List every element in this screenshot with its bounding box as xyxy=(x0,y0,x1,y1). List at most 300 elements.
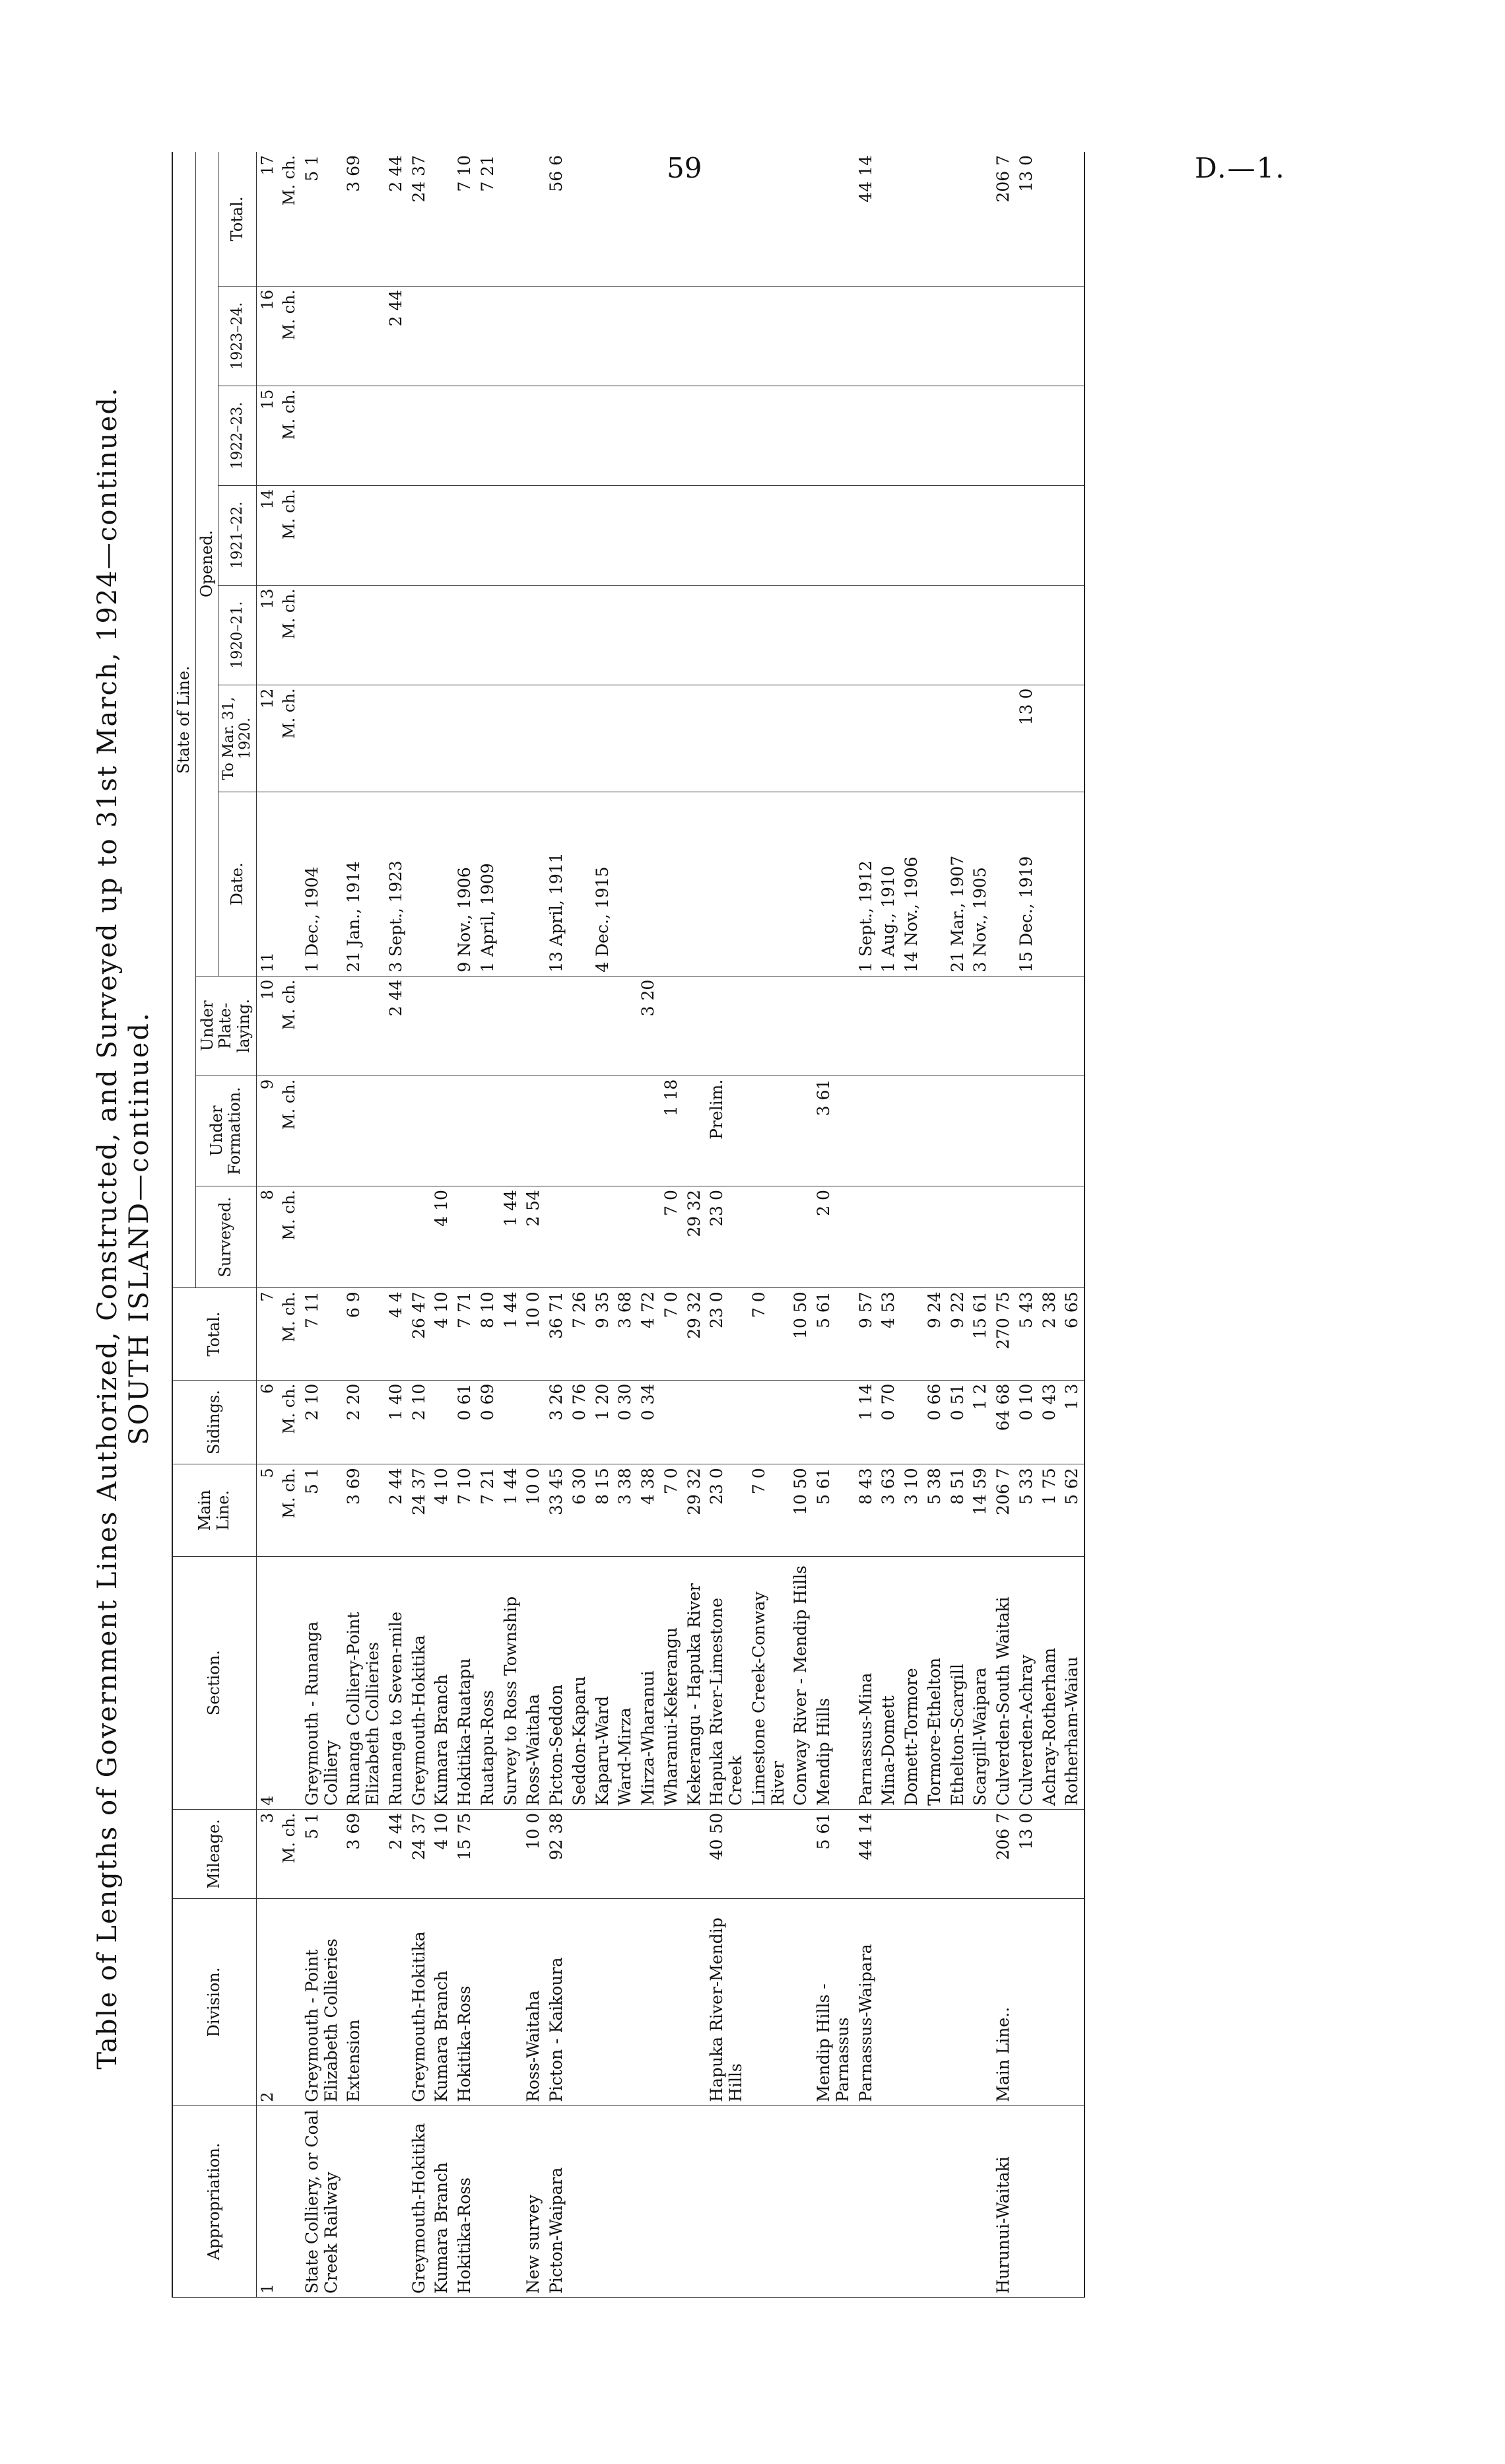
table-cell xyxy=(568,792,591,976)
table-row xyxy=(614,152,637,2298)
table-cell xyxy=(900,286,923,386)
table-cell xyxy=(1015,1076,1038,1186)
table-cell xyxy=(1038,386,1061,485)
table-cell xyxy=(477,1899,500,2105)
table-cell: Limestone Creek-Conway River xyxy=(748,1556,790,1809)
table-row xyxy=(877,152,900,2298)
table-cell xyxy=(789,1809,813,1898)
table-cell: 1 3 xyxy=(1061,1380,1085,1464)
table-cell xyxy=(1061,2105,1085,2297)
table-cell xyxy=(947,152,970,286)
table-cell xyxy=(923,485,947,585)
table-cell xyxy=(748,792,790,976)
table-cell xyxy=(591,685,615,792)
table-cell xyxy=(522,386,545,485)
table-cell xyxy=(813,286,855,386)
table-cell xyxy=(1061,286,1085,386)
table-cell: Wharanui-Kekerangu xyxy=(660,1556,683,1809)
table-cell xyxy=(813,152,855,286)
table-cell xyxy=(430,792,453,976)
document-reference: D.—1. xyxy=(1195,152,1286,184)
table-cell xyxy=(408,485,431,585)
table-cell xyxy=(591,152,615,286)
table-cell xyxy=(1061,1809,1085,1898)
table-cell: 2 44 xyxy=(385,152,408,286)
table-cell xyxy=(706,2105,748,2297)
table-cell xyxy=(500,386,523,485)
table-cell: 0 61 xyxy=(453,1380,477,1464)
table-cell xyxy=(453,485,477,585)
table-cell xyxy=(813,1380,855,1464)
table-cell xyxy=(813,685,855,792)
table-cell: Hapuka River-Limestone Creek xyxy=(706,1556,748,1809)
table-cell: 3 69 xyxy=(343,152,385,286)
table-cell xyxy=(301,1186,343,1288)
table-cell xyxy=(1061,1186,1085,1288)
table-cell xyxy=(923,2105,947,2297)
table-row xyxy=(545,152,568,2298)
table-cell xyxy=(660,485,683,585)
table-cell: Parnassus-Waipara xyxy=(855,1899,878,2105)
table-cell xyxy=(706,386,748,485)
table-cell xyxy=(748,1186,790,1288)
table-cell: Mina-Domett xyxy=(877,1556,900,1809)
table-cell xyxy=(855,485,878,585)
table-cell: New survey xyxy=(522,2105,545,2297)
table-cell xyxy=(923,585,947,685)
table-cell: Kumara Branch xyxy=(430,2105,453,2297)
table-cell: Rotherham-Waiau xyxy=(1061,1556,1085,1809)
table-cell xyxy=(408,386,431,485)
table-cell xyxy=(343,976,385,1076)
table-cell: 7 0 xyxy=(748,1464,790,1556)
table-cell xyxy=(855,585,878,685)
table-cell: 9 24 xyxy=(923,1288,947,1380)
table-cell: Picton-Waipara xyxy=(545,2105,568,2297)
table-cell: 7 21 xyxy=(477,1464,500,1556)
table-cell xyxy=(683,1899,706,2105)
table-cell: 56 6 xyxy=(545,152,568,286)
table-cell xyxy=(385,2105,408,2297)
table-cell xyxy=(1038,485,1061,585)
table-cell xyxy=(660,152,683,286)
table-cell: 4 10 xyxy=(430,1809,453,1898)
table-cell: Prelim. xyxy=(706,1076,748,1186)
table-cell xyxy=(453,685,477,792)
table-cell xyxy=(683,1076,706,1186)
table-cell xyxy=(453,386,477,485)
table-cell: 3 Nov., 1905 xyxy=(969,792,992,976)
table-cell xyxy=(748,685,790,792)
table-cell xyxy=(1015,2105,1038,2297)
table-cell: Parnassus-Mina xyxy=(855,1556,878,1809)
table-cell xyxy=(706,152,748,286)
column-number: 3 xyxy=(256,1809,279,1898)
table-cell: 3 68 xyxy=(614,1288,637,1380)
table-cell: Mirza-Wharanui xyxy=(637,1556,660,1809)
table-cell xyxy=(385,1076,408,1186)
header-under-formation: Under Formation. xyxy=(195,1076,256,1186)
table-row xyxy=(343,152,385,2298)
table-cell xyxy=(900,2105,923,2297)
table-cell xyxy=(706,585,748,685)
table-cell xyxy=(343,585,385,685)
table-cell: 7 10 xyxy=(453,1464,477,1556)
header-state-of-line: State of Line. xyxy=(172,152,195,1288)
table-cell: 10 0 xyxy=(522,1464,545,1556)
table-cell xyxy=(813,2105,855,2297)
table-cell: 6 65 xyxy=(1061,1288,1085,1380)
table-cell: 1 40 xyxy=(385,1380,408,1464)
table-cell: 0 30 xyxy=(614,1380,637,1464)
table-cell xyxy=(789,2105,813,2297)
header-total: Total. xyxy=(172,1288,256,1380)
table-cell xyxy=(453,585,477,685)
table-cell: 0 51 xyxy=(947,1380,970,1464)
table-cell xyxy=(430,585,453,685)
table-cell: 2 44 xyxy=(385,1464,408,1556)
table-cell xyxy=(614,386,637,485)
table-row xyxy=(748,152,790,2298)
table-cell xyxy=(877,152,900,286)
table-cell: Greymouth-Hokitika xyxy=(408,1899,431,2105)
table-cell: 15 Dec., 1919 xyxy=(1015,792,1038,976)
table-cell xyxy=(947,485,970,585)
table-cell: State Colliery, or Coal Creek Railway xyxy=(301,2105,343,2297)
rotated-table-page xyxy=(92,152,1413,2304)
table-cell: 3 63 xyxy=(877,1464,900,1556)
table-cell xyxy=(660,1899,683,2105)
table-row xyxy=(813,152,855,2298)
table-cell xyxy=(660,286,683,386)
table-row xyxy=(453,152,477,2298)
table-cell xyxy=(453,1076,477,1186)
table-cell xyxy=(683,685,706,792)
table-cell xyxy=(947,1076,970,1186)
table-cell xyxy=(568,585,591,685)
table-cell xyxy=(992,1186,1015,1288)
table-cell xyxy=(706,976,748,1076)
table-cell xyxy=(877,1899,900,2105)
table-cell: 2 38 xyxy=(1038,1288,1061,1380)
column-number: 11 xyxy=(256,792,279,976)
table-cell xyxy=(591,1076,615,1186)
table-cell xyxy=(923,1076,947,1186)
table-cell xyxy=(923,1809,947,1898)
table-cell xyxy=(923,1186,947,1288)
table-cell: 4 38 xyxy=(637,1464,660,1556)
column-number: 13 xyxy=(256,585,279,685)
table-cell: 24 37 xyxy=(408,1464,431,1556)
unit-label: M. ch. xyxy=(279,386,301,485)
header-section: Section. xyxy=(172,1556,256,1809)
table-cell: 40 50 xyxy=(706,1809,748,1898)
table-cell: 10 0 xyxy=(522,1288,545,1380)
table-cell xyxy=(568,152,591,286)
table-cell: 7 71 xyxy=(453,1288,477,1380)
table-cell: 5 38 xyxy=(923,1464,947,1556)
table-cell: Conway River - Mendip Hills xyxy=(789,1556,813,1809)
table-cell xyxy=(992,286,1015,386)
table-cell xyxy=(522,1380,545,1464)
unit-label: M. ch. xyxy=(279,1186,301,1288)
table-cell xyxy=(789,976,813,1076)
table-cell: 0 43 xyxy=(1038,1380,1061,1464)
table-cell xyxy=(1015,1899,1038,2105)
table-cell xyxy=(614,2105,637,2297)
table-cell xyxy=(923,286,947,386)
table-cell: Main Line.. xyxy=(992,1899,1015,2105)
table-cell: 1 14 xyxy=(855,1380,878,1464)
table-cell: 33 45 xyxy=(545,1464,568,1556)
table-cell xyxy=(789,1380,813,1464)
table-cell: 29 32 xyxy=(683,1464,706,1556)
table-cell xyxy=(813,386,855,485)
table-cell: 8 10 xyxy=(477,1288,500,1380)
table-cell xyxy=(1061,585,1085,685)
table-cell: 2 44 xyxy=(385,1809,408,1898)
table-cell: 6 30 xyxy=(568,1464,591,1556)
table-cell: 1 44 xyxy=(500,1186,523,1288)
table-cell xyxy=(992,386,1015,485)
table-cell xyxy=(637,1899,660,2105)
table-cell xyxy=(500,685,523,792)
table-cell xyxy=(748,976,790,1076)
table-row xyxy=(789,152,813,2298)
table-cell: Extension xyxy=(343,1899,385,2105)
table-cell xyxy=(969,2105,992,2297)
table-cell: 23 0 xyxy=(706,1464,748,1556)
table-cell xyxy=(343,1186,385,1288)
table-cell xyxy=(545,1186,568,1288)
table-cell xyxy=(683,386,706,485)
table-cell xyxy=(568,685,591,792)
table-cell: 1 44 xyxy=(500,1464,523,1556)
table-cell xyxy=(706,685,748,792)
table-cell: 92 38 xyxy=(545,1809,568,1898)
table-cell xyxy=(500,1076,523,1186)
table-cell xyxy=(992,485,1015,585)
table-cell xyxy=(408,286,431,386)
table-cell: 23 0 xyxy=(706,1186,748,1288)
table-cell xyxy=(614,1899,637,2105)
table-cell: Mendip Hills - Parnassus xyxy=(813,1899,855,2105)
table-cell: 4 4 xyxy=(385,1288,408,1380)
unit-label: M. ch. xyxy=(279,1809,301,1898)
table-cell xyxy=(900,1809,923,1898)
table-cell xyxy=(614,485,637,585)
table-cell: 29 32 xyxy=(683,1186,706,1288)
table-cell xyxy=(900,1288,923,1380)
table-cell xyxy=(947,976,970,1076)
table-cell: 13 0 xyxy=(1015,152,1038,286)
table-cell xyxy=(683,286,706,386)
table-cell: Hurunui-Waitaki xyxy=(992,2105,1015,2297)
header-sidings: Sidings. xyxy=(172,1380,256,1464)
table-cell xyxy=(683,585,706,685)
table-cell: Runanga to Seven-mile xyxy=(385,1556,408,1809)
table-cell xyxy=(923,152,947,286)
table-cell xyxy=(969,1186,992,1288)
table-cell xyxy=(900,1076,923,1186)
table-cell xyxy=(947,2105,970,2297)
column-number: 4 xyxy=(256,1556,279,1809)
table-cell xyxy=(813,976,855,1076)
table-cell xyxy=(614,585,637,685)
table-cell xyxy=(683,2105,706,2297)
table-cell: 4 53 xyxy=(877,1288,900,1380)
table-cell xyxy=(545,386,568,485)
table-cell xyxy=(500,1809,523,1898)
table-cell: 1 2 xyxy=(969,1380,992,1464)
table-cell xyxy=(992,792,1015,976)
table-cell xyxy=(568,1076,591,1186)
table-cell xyxy=(748,1076,790,1186)
column-number: 1 xyxy=(256,2105,279,2297)
table-cell: 0 10 xyxy=(1015,1380,1038,1464)
table-row xyxy=(992,152,1015,2298)
table-cell: Scargill-Waipara xyxy=(969,1556,992,1809)
table-cell xyxy=(923,1899,947,2105)
table-cell xyxy=(1015,1186,1038,1288)
table-cell xyxy=(683,792,706,976)
table-cell: 6 9 xyxy=(343,1288,385,1380)
table-cell xyxy=(789,685,813,792)
table-cell xyxy=(683,485,706,585)
table-cell xyxy=(947,1186,970,1288)
table-cell xyxy=(568,1186,591,1288)
table-cell xyxy=(545,685,568,792)
table-cell xyxy=(706,792,748,976)
table-cell xyxy=(877,286,900,386)
table-cell xyxy=(1061,685,1085,792)
table-row xyxy=(408,152,431,2298)
table-row xyxy=(855,152,878,2298)
table-cell: 3 20 xyxy=(637,976,660,1076)
table-cell xyxy=(969,286,992,386)
table-cell: 0 69 xyxy=(477,1380,500,1464)
table-cell: 8 43 xyxy=(855,1464,878,1556)
table-cell: Survey to Ross Township xyxy=(500,1556,523,1809)
table-cell: 1 Aug., 1910 xyxy=(877,792,900,976)
table-cell xyxy=(637,485,660,585)
table-cell xyxy=(660,685,683,792)
table-row xyxy=(923,152,947,2298)
table-cell xyxy=(591,976,615,1076)
table-cell xyxy=(1015,976,1038,1076)
table-cell xyxy=(683,976,706,1076)
table-cell xyxy=(789,792,813,976)
table-cell: Culverden-Achray xyxy=(1015,1556,1038,1809)
table-cell xyxy=(748,485,790,585)
table-cell: Kekerangu - Hapuka River xyxy=(683,1556,706,1809)
table-cell xyxy=(969,485,992,585)
table-cell xyxy=(637,685,660,792)
table-cell xyxy=(660,792,683,976)
table-cell xyxy=(969,386,992,485)
table-cell: 7 26 xyxy=(568,1288,591,1380)
table-cell: Domett-Tormore xyxy=(900,1556,923,1809)
table-cell xyxy=(545,485,568,585)
table-cell xyxy=(343,1076,385,1186)
header-opened-total: Total. xyxy=(218,152,257,286)
header-under-platelaying: Under Plate-laying. xyxy=(195,976,256,1076)
table-cell xyxy=(813,585,855,685)
table-cell xyxy=(568,2105,591,2297)
header-surveyed: Surveyed. xyxy=(195,1186,256,1288)
table-cell: 4 10 xyxy=(430,1186,453,1288)
table-cell xyxy=(683,1380,706,1464)
table-cell: 5 1 xyxy=(301,1809,343,1898)
table-cell xyxy=(385,485,408,585)
table-cell xyxy=(301,485,343,585)
table-cell xyxy=(385,685,408,792)
table-cell: 24 37 xyxy=(408,1809,431,1898)
column-number: 10 xyxy=(256,976,279,1076)
table-cell xyxy=(301,585,343,685)
unit-label: M. ch. xyxy=(279,585,301,685)
table-row xyxy=(660,152,683,2298)
table-cell xyxy=(683,1809,706,1898)
table-cell xyxy=(568,485,591,585)
table-cell xyxy=(385,585,408,685)
table-cell xyxy=(477,485,500,585)
table-cell xyxy=(969,1076,992,1186)
table-cell: 1 Sept., 1912 xyxy=(855,792,878,976)
table-cell xyxy=(343,386,385,485)
table-cell xyxy=(430,152,453,286)
column-number: 6 xyxy=(256,1380,279,1464)
header-to-mar-1920: To Mar. 31, 1920. xyxy=(218,685,257,792)
table-cell xyxy=(706,1380,748,1464)
table-cell xyxy=(614,1076,637,1186)
unit-label: M. ch. xyxy=(279,1464,301,1556)
table-cell: 1 44 xyxy=(500,1288,523,1380)
table-cell: Mendip Hills xyxy=(813,1556,855,1809)
table-cell: Greymouth-Hokitika xyxy=(408,1556,431,1809)
table-cell: 13 April, 1911 xyxy=(545,792,568,976)
table-cell: 13 0 xyxy=(1015,1809,1038,1898)
table-cell xyxy=(522,976,545,1076)
table-cell xyxy=(522,485,545,585)
table-cell xyxy=(877,386,900,485)
table-cell xyxy=(637,2105,660,2297)
table-cell xyxy=(430,1076,453,1186)
table-cell xyxy=(614,1186,637,1288)
table-cell: Culverden-South Waitaki xyxy=(992,1556,1015,1809)
table-cell xyxy=(301,386,343,485)
table-cell: 1 75 xyxy=(1038,1464,1061,1556)
column-number: 9 xyxy=(256,1076,279,1186)
table-cell: 14 59 xyxy=(969,1464,992,1556)
table-cell xyxy=(660,976,683,1076)
table-cell xyxy=(301,685,343,792)
column-number: 8 xyxy=(256,1186,279,1288)
table-cell: 206 7 xyxy=(992,1809,1015,1898)
table-cell: 206 7 xyxy=(992,1464,1015,1556)
table-cell xyxy=(568,976,591,1076)
lines-table xyxy=(172,152,1085,2298)
header-main-line: Main Line. xyxy=(172,1464,256,1556)
table-row xyxy=(900,152,923,2298)
table-cell xyxy=(637,1076,660,1186)
table-cell: 5 61 xyxy=(813,1809,855,1898)
table-row xyxy=(477,152,500,2298)
table-cell xyxy=(789,386,813,485)
table-cell xyxy=(1038,585,1061,685)
table-cell xyxy=(1038,152,1061,286)
table-cell: 10 50 xyxy=(789,1464,813,1556)
